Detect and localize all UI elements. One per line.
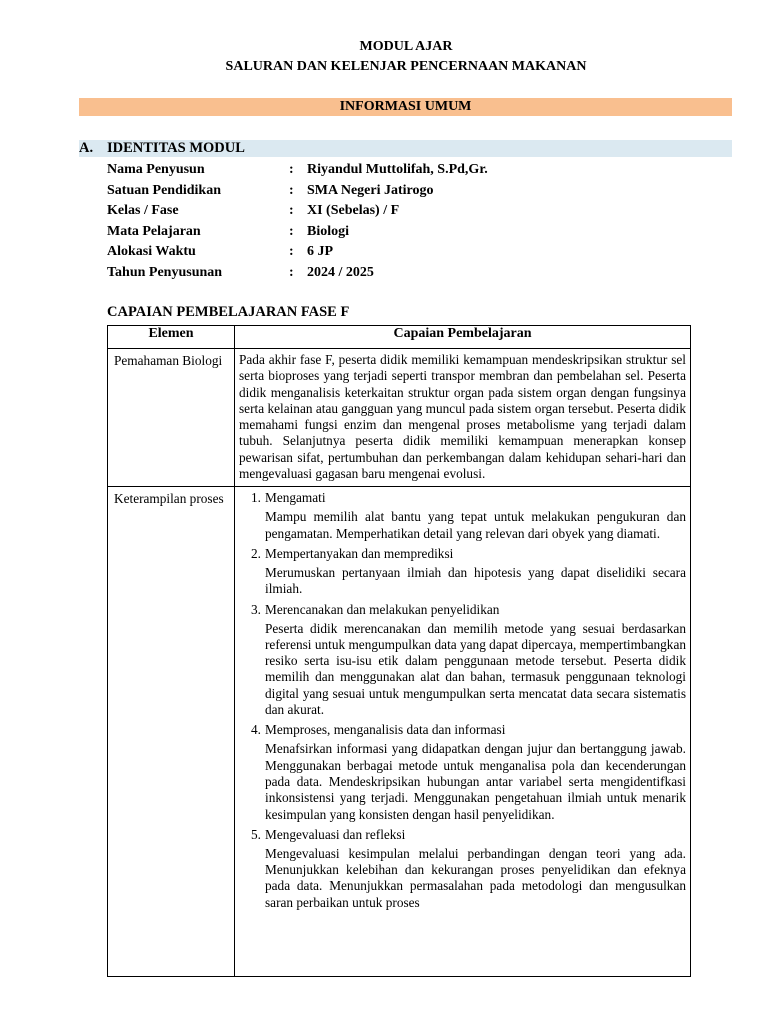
- step-title: Mempertanyakan dan memprediksi: [265, 545, 454, 561]
- step-description: Merumuskan pertanyaan ilmiah dan hipotesis yang dapat diselidiki secara ilmiah.: [265, 564, 686, 597]
- step-number: 5.: [251, 826, 261, 842]
- identity-separator: :: [289, 223, 294, 239]
- identity-value: 6 JP: [307, 244, 334, 259]
- capaian-cell: [235, 487, 691, 977]
- capaian-table: [107, 325, 691, 977]
- identity-separator: :: [289, 162, 294, 177]
- capaian-heading: CAPAIAN PEMBELAJARAN FASE F: [107, 304, 350, 320]
- list-item: [239, 602, 686, 719]
- document-subtitle: SALURAN DAN KELENJAR PENCERNAAN MAKANAN: [225, 59, 587, 74]
- identity-label: Tahun Penyusunan: [107, 264, 223, 280]
- identity-row-mata-pelajaran: [107, 223, 727, 244]
- identity-row-satuan-pendidikan: [107, 182, 727, 203]
- identity-list: [107, 161, 727, 284]
- step-number: 3.: [251, 601, 261, 617]
- step-description: Mengevaluasi kesimpulan melalui perbandingan dengan teori yang ada. Menunjukkan kelebihan dan kekurangan proses penyelidikan dan efeknya pada data. Menunjukkan permasalahan pada metodologi dan mengusulkan saran perbaikan untuk proses: [265, 845, 686, 910]
- identity-label: Alokasi Waktu: [107, 244, 196, 259]
- elemen-cell: Keterampilan proses: [108, 487, 235, 977]
- step-title: Mengevaluasi dan refleksi: [265, 826, 406, 842]
- column-header-elemen: Elemen: [108, 326, 235, 349]
- identity-separator: :: [289, 244, 294, 259]
- step-title: Mengamati: [265, 490, 326, 506]
- step-title-row: [239, 722, 686, 741]
- table-header-row: [108, 326, 691, 349]
- identity-separator: :: [289, 182, 294, 198]
- section-letter: A.: [79, 140, 94, 156]
- document-title: MODUL AJAR: [359, 39, 453, 54]
- step-title-row: [239, 827, 686, 846]
- step-title-row: [239, 546, 686, 565]
- list-item: [239, 722, 686, 822]
- step-description: Menafsirkan informasi yang didapatkan dengan jujur dan bertanggung jawab. Menggunakan berbagai metode untuk menganalisa pola dan kecenderungan pada data. Mendeskripsikan hubungan antar variabel serta mengidentifkasi inkonsistensi yang terjadi. Menggunakan pengetahuan ilmiah untuk menarik kesimpulan yang konsisten dengan hasil penyelidikan.: [265, 741, 686, 822]
- section-title: IDENTITAS MODUL: [107, 140, 245, 156]
- elemen-cell: Pemahaman Biologi: [108, 349, 235, 487]
- list-item: [239, 827, 686, 911]
- step-title-row: [239, 602, 686, 621]
- identity-value: SMA Negeri Jatirogo: [307, 182, 434, 198]
- step-title-row: [239, 490, 686, 509]
- step-description: Mampu memilih alat bantu yang tepat untuk melakukan pengukuran dan pengamatan. Memperhatikan detail yang relevan dari obyek yang diamati.: [265, 509, 686, 541]
- identity-value: XI (Sebelas) / F: [307, 203, 400, 218]
- identity-row-nama-penyusun: [107, 161, 727, 182]
- step-number: 4.: [251, 722, 261, 738]
- identity-separator: :: [289, 264, 294, 280]
- process-steps-list: [239, 490, 686, 911]
- identity-value: Riyandul Muttolifah, S.Pd,Gr.: [307, 162, 488, 177]
- identity-value: 2024 / 2025: [307, 264, 374, 280]
- identity-row-kelas-fase: [107, 202, 727, 223]
- table-row: [108, 487, 691, 977]
- step-title: Merencanakan dan melakukan penyelidikan: [265, 601, 500, 617]
- identity-label: Satuan Pendidikan: [107, 182, 221, 198]
- table-row: [108, 349, 691, 487]
- column-header-capaian: Capaian Pembelajaran: [235, 326, 691, 349]
- identity-label: Nama Penyusun: [107, 162, 205, 177]
- step-number: 1.: [251, 490, 261, 506]
- step-title: Memproses, menganalisis data dan informasi: [265, 722, 506, 738]
- identity-row-alokasi-waktu: [107, 243, 727, 264]
- step-number: 2.: [251, 545, 261, 561]
- identity-separator: :: [289, 203, 294, 218]
- list-item: [239, 490, 686, 542]
- capaian-cell: Pada akhir fase F, peserta didik memiliki kemampuan mendeskripsikan struktur sel serta bioproses yang terjadi seperti transpor membran dan pembelahan sel. Peserta didik menganalisis keterkaitan struktur organ pada sistem organ dengan fungsinya serta kelainan atau gangguan yang muncul pada sistem organ tersebut. Peserta didik memahami fungsi enzim dan mengenal proses metabolisme yang terjadi dalam tubuh. Selanjutnya peserta didik memiliki kemampuan menerapkan konsep pewarisan sifat, pertumbuhan dan perkembangan dalam kehidupan sehari-hari dan mengevaluasi gagasan baru mengenai evolusi.: [235, 349, 691, 487]
- section-header-identitas-modul: [79, 140, 732, 157]
- identity-label: Kelas / Fase: [107, 203, 179, 218]
- identity-row-tahun-penyusunan: [107, 264, 727, 285]
- list-item: [239, 546, 686, 598]
- identity-label: Mata Pelajaran: [107, 223, 201, 239]
- step-description: Peserta didik merencanakan dan memilih metode yang sesuai berdasarkan referensi untuk mengumpulkan data yang dapat dipercaya, mempertimbangkan resiko serta isu-isu etik dalam penggunaan metode tersebut. Peserta didik memilih dan menggunakan alat dan bahan, termasuk penggunaan teknologi digital yang sesuai untuk mengumpulkan serta mencatat data secara sistematis dan akurat.: [265, 620, 686, 718]
- identity-value: Biologi: [307, 223, 350, 239]
- section-header-informasi-umum: INFORMASI UMUM: [79, 98, 732, 116]
